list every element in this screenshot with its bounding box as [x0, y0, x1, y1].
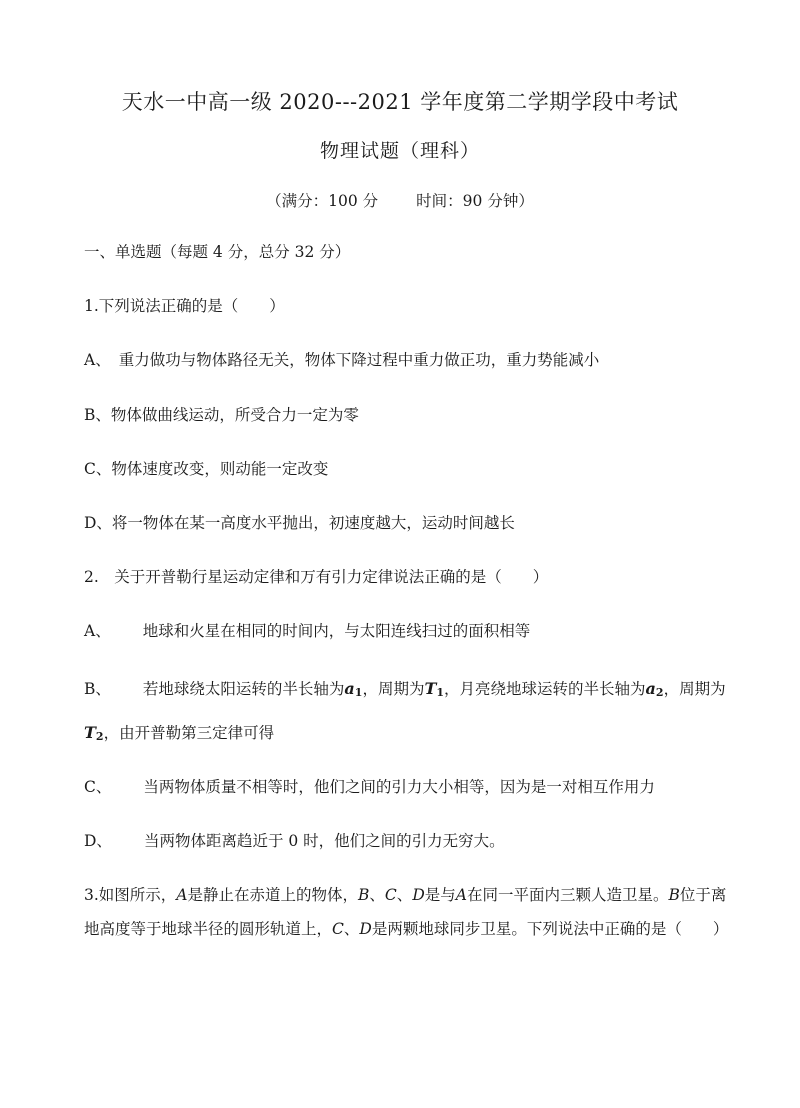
q3-var-a: A	[455, 886, 467, 904]
q3-var-a: A	[176, 886, 188, 904]
q1-option-c: C、物体速度改变，则动能一定改变	[84, 460, 329, 478]
q3-var-c: C	[384, 886, 397, 904]
q3-text: 、	[369, 886, 385, 904]
q2-option-c-label: C、	[84, 778, 112, 796]
q1-option-a-text: 重力做功与物体路径无关，物体下降过程中重力做正功，重力势能减小	[118, 351, 600, 369]
q2-option-b-cont	[84, 721, 274, 743]
full-score: （满分：100 分	[266, 192, 379, 210]
q1-option-d: D、将一物体在某一高度水平抛出，初速度越大，运动时间越长	[84, 514, 515, 532]
exam-title: 天水一中高一级 2020---2021 学年度第二学期学段中考试	[121, 90, 679, 114]
q3-text: 、	[396, 886, 413, 904]
q2-option-b	[84, 677, 726, 699]
q3-var-c: C	[332, 920, 344, 938]
q2-option-a-label: A、	[84, 622, 111, 640]
q1-option-b: B、物体做曲线运动，所受合力一定为零	[84, 406, 359, 424]
time-limit: 时间：90 分钟）	[416, 192, 534, 210]
q3-text: 地高度等于地球半径的圆形轨道上，	[84, 920, 333, 938]
q2-b-text-1: 若地球绕太阳运转的半长轴为	[142, 680, 345, 698]
q3-var-d: D	[359, 920, 372, 938]
q2-option-a	[84, 619, 530, 641]
q3-stem-line1	[84, 883, 726, 905]
q3-text: 是两颗地球同步卫星。下列说法中正确的是（ ）	[371, 920, 729, 938]
q2-option-b-label: B、	[84, 680, 111, 698]
q1-option-a-label: A、	[84, 351, 111, 369]
q3-text: 位于离	[679, 886, 727, 904]
q3-text: 是与	[424, 886, 456, 904]
q1-option-a	[84, 348, 599, 370]
q3-text: 在同一平面内三颗人造卫星。	[466, 886, 669, 904]
q2-b-text-2: ，周期为	[362, 680, 425, 698]
q3-var-b: B	[358, 886, 370, 904]
math-t1: $T_1$	[424, 679, 445, 699]
q3-text: 3.如图所示，	[84, 886, 177, 904]
q2-option-d	[84, 829, 505, 851]
math-a1: $a_1$	[344, 679, 363, 699]
q3-text: 、	[343, 920, 360, 938]
math-t2: $T_2$	[84, 723, 104, 743]
q2-stem: 2. 关于开普勒行星运动定律和万有引力定律说法正确的是（ ）	[84, 568, 549, 586]
section-heading: 一、单选题（每题 4 分，总分 32 分）	[84, 243, 351, 261]
math-a2: $a_2$	[645, 679, 664, 699]
q3-var-d: D	[412, 886, 425, 904]
q3-stem-line2	[84, 917, 728, 939]
q2-option-d-text: 当两物体距离趋近于 0 时，他们之间的引力无穷大。	[143, 832, 505, 850]
q2-option-d-label: D、	[84, 832, 112, 850]
q2-option-c-text: 当两物体质量不相等时，他们之间的引力大小相等，因为是一对相互作用力	[143, 778, 655, 796]
q2-option-c	[84, 775, 655, 797]
score-time-info	[0, 189, 800, 211]
q1-stem: 1.下列说法正确的是（ ）	[84, 297, 285, 315]
q2-option-a-text: 地球和火星在相同的时间内，与太阳连线扫过的面积相等	[142, 622, 531, 640]
exam-subtitle: 物理试题（理科）	[319, 140, 480, 162]
q3-text: 是静止在赤道上的物体，	[187, 886, 359, 904]
q2-b-text-4: ，周期为	[663, 680, 726, 698]
q2-b-text-3: ，月亮绕地球运转的半长轴为	[444, 680, 646, 698]
q3-var-b: B	[668, 886, 680, 904]
q2-b-text-5: ，由开普勒第三定律可得	[103, 724, 275, 742]
